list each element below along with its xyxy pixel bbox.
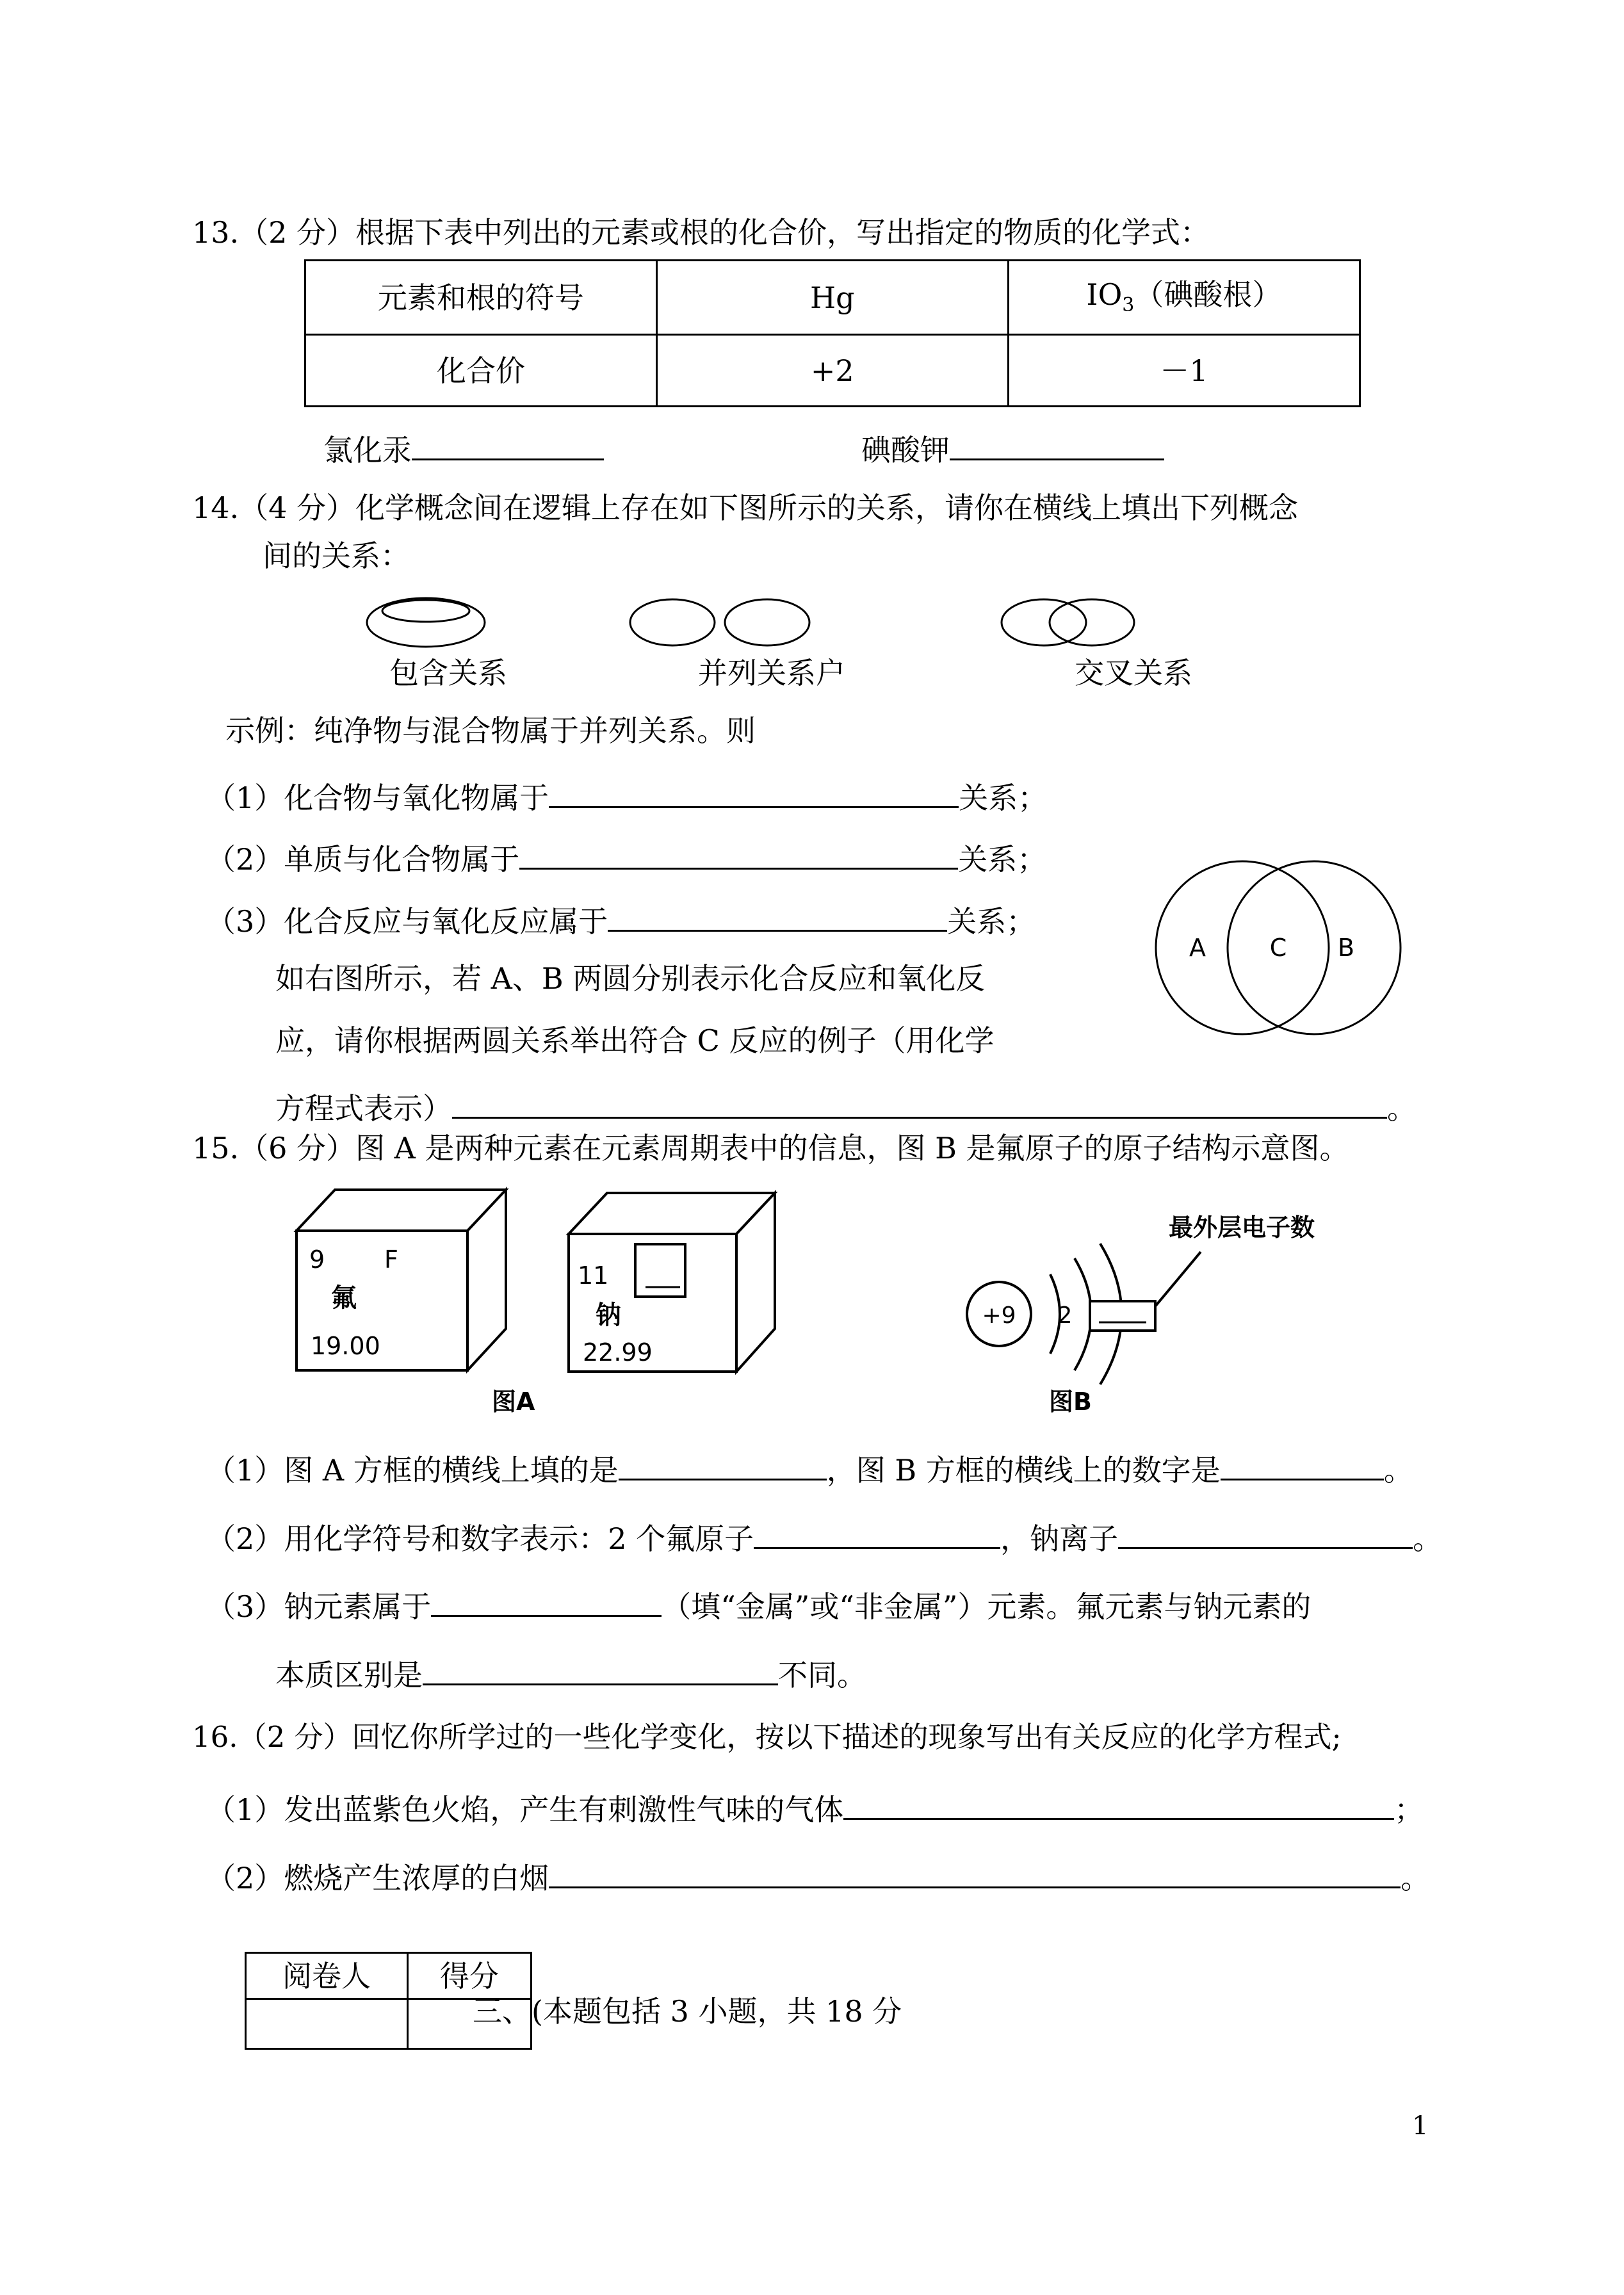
fluorine-mass: 19.00 <box>311 1332 380 1360</box>
answer-line[interactable] <box>423 1655 778 1685</box>
q15-stem: 15.（6 分）图 A 是两种元素在元素周期表中的信息，图 B 是氟原子的原子结构示意图。 <box>192 1131 1349 1165</box>
shell1-count: 2 <box>1057 1302 1073 1329</box>
sodium-mass: 22.99 <box>583 1338 653 1366</box>
q15-item-3-cont: 本质区别是 不同。 <box>275 1655 866 1690</box>
answer-line[interactable] <box>519 839 958 870</box>
venn-label-b: B <box>1337 934 1355 962</box>
q14-cont-line3: 方程式表示） 。 <box>275 1089 1417 1123</box>
answer-line[interactable] <box>549 778 959 808</box>
blank-potassium-iodate: 碘酸钾 <box>861 430 1164 465</box>
reviewer-label: 阅卷人 <box>246 1953 408 1999</box>
venn-circle-b <box>1228 861 1401 1034</box>
cross-left-ellipse <box>1002 599 1086 645</box>
answer-line[interactable] <box>754 1519 1000 1549</box>
table-cell: +2 <box>656 335 1008 407</box>
venn-label-c: C <box>1269 934 1287 962</box>
answer-line[interactable] <box>950 430 1164 460</box>
q16-stem: 16.（2 分）回忆你所学过的一些化学变化，按以下描述的现象写出有关反应的化学方程式; <box>192 1720 1342 1754</box>
answer-line[interactable] <box>843 1790 1394 1820</box>
fluorine-symbol: F <box>384 1245 398 1274</box>
table-cell: $IO_3$（碘酸根） <box>1008 261 1360 335</box>
q14-item-2: （2）单质与化合物属于 关系； <box>206 839 1046 874</box>
answer-line[interactable] <box>549 1858 1401 1888</box>
q15-item-3: （3）钠元素属于 （填“金属”或“非金属”）元素。氟元素与钠元素的 <box>206 1587 1311 1621</box>
q14-cont-line1: 如右图所示，若 A、B 两圆分别表示化合反应和氧化反 <box>275 961 986 996</box>
q14-example: 示例：纯净物与混合物属于并列关系。则 <box>225 713 756 748</box>
nucleus-charge: +9 <box>982 1302 1016 1329</box>
valence-table <box>304 259 1361 407</box>
outer-shell-label: 最外层电子数 <box>1169 1213 1315 1242</box>
answer-line[interactable] <box>431 1587 662 1617</box>
element-card-sodium <box>564 1188 784 1380</box>
answer-line[interactable] <box>1221 1450 1384 1480</box>
q15-item-2: （2）用化学符号和数字表示：2 个氟原子 ，钠离子 。 <box>206 1519 1442 1553</box>
table-cell: 元素和根的符号 <box>305 261 657 335</box>
section-three-heading: 三、(本题包括 3 小题，共 18 分 <box>473 1994 902 2029</box>
table-cell: Hg <box>656 261 1008 335</box>
answer-line[interactable] <box>412 430 604 460</box>
fluorine-atom-diagram <box>948 1204 1358 1377</box>
q13-stem: 13.（2 分）根据下表中列出的元素或根的化合价，写出指定的物质的化学式： <box>192 215 1210 250</box>
q16-item-1: （1）发出蓝紫色火焰，产生有刺激性气味的气体 ； <box>206 1790 1424 1824</box>
table-cell: 化合价 <box>305 335 657 407</box>
sodium-name: 钠 <box>596 1301 621 1330</box>
q14-stem-line1: 14.（4 分）化学概念间在逻辑上存在如下图所示的关系，请你在横线上填出下列概念 <box>192 491 1299 525</box>
q14-cont-line2: 应，请你根据两圆关系举出符合 C 反应的例子（用化学 <box>275 1023 995 1058</box>
score-label: 得分 <box>408 1953 532 1999</box>
outer-electron-box[interactable] <box>1090 1301 1155 1331</box>
answer-line[interactable] <box>452 1089 1387 1119</box>
venn-label-a: A <box>1189 934 1206 962</box>
answer-line[interactable] <box>608 902 947 932</box>
page-number: 1 <box>1412 2111 1429 2141</box>
venn-diagram <box>1146 858 1415 1037</box>
q14-item-3: （3）化合反应与氧化反应属于 关系； <box>206 902 1035 936</box>
sodium-symbol-box[interactable] <box>635 1244 685 1297</box>
label-parallel: 并列关系户 <box>698 656 845 690</box>
table-cell: －1 <box>1008 335 1360 407</box>
q16-item-2: （2）燃烧产生浓厚的白烟 。 <box>206 1858 1430 1893</box>
containment-inner-ellipse <box>382 600 469 622</box>
figure-a-caption: 图A <box>492 1388 535 1416</box>
q14-item-1: （1）化合物与氧化物属于 关系； <box>206 778 1047 813</box>
label-cross: 交叉关系 <box>1075 656 1192 690</box>
q15-item-1: （1）图 A 方框的横线上填的是 ，图 B 方框的横线上的数字是 。 <box>206 1450 1413 1485</box>
sodium-number: 11 <box>578 1261 609 1290</box>
parallel-left-ellipse <box>630 599 715 645</box>
element-card-fluorine <box>291 1185 516 1377</box>
parallel-right-ellipse <box>725 599 809 645</box>
figure-b-caption: 图B <box>1049 1388 1092 1416</box>
reviewer-input[interactable] <box>246 1999 408 2049</box>
cross-right-ellipse <box>1050 599 1134 645</box>
fluorine-name: 氟 <box>331 1283 357 1313</box>
answer-line[interactable] <box>619 1450 827 1480</box>
relation-diagrams <box>359 589 1153 660</box>
venn-circle-a <box>1156 861 1329 1034</box>
q14-stem-line2: 间的关系： <box>263 539 410 573</box>
fluorine-number: 9 <box>309 1245 325 1274</box>
answer-line[interactable] <box>1118 1519 1413 1549</box>
label-containment: 包含关系 <box>389 656 507 690</box>
blank-mercury-chloride: 氯化汞 <box>323 430 604 465</box>
